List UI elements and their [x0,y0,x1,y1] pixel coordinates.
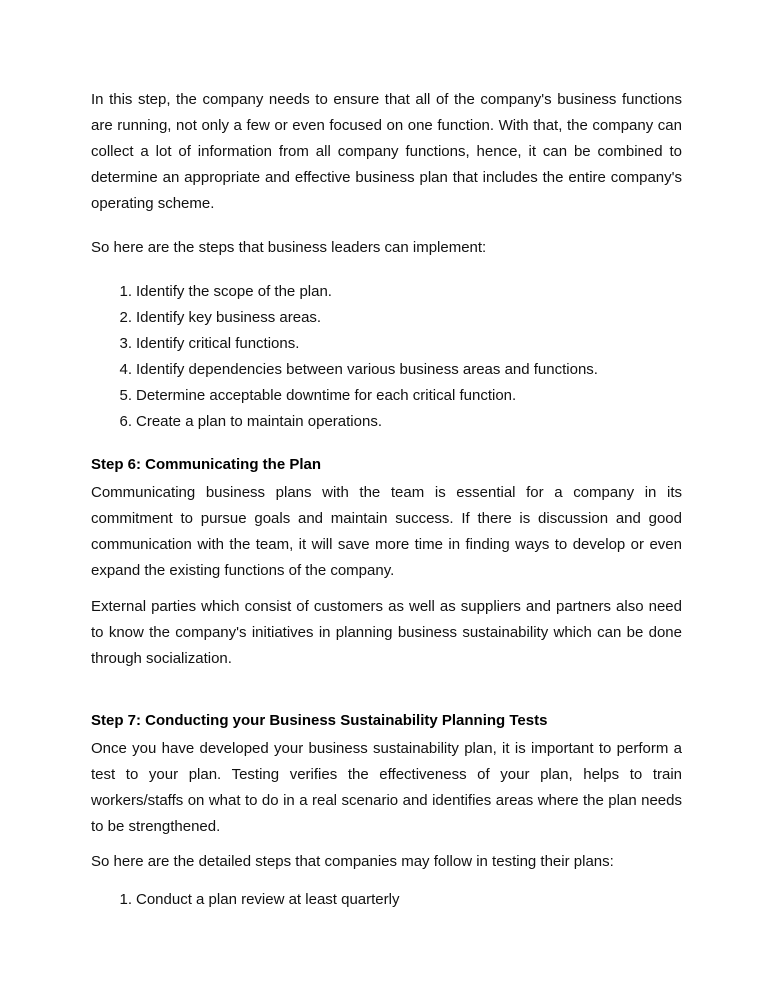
list-item: 1. Conduct a plan review at least quarterly [119,891,400,908]
intro-paragraph: In this step, the company needs to ensure that all of the company's business functions are running, not only a few or even focused on one function. With that, the company can collect a lot of information from all company functions, hence, it can be combined to determine an appropriate and effective business plan that includes the entire company's operating scheme. [91,91,682,212]
list-item: 6. Create a plan to maintain operations. [119,413,382,430]
step7-paragraph-1: Once you have developed your business sustainability plan, it is important to perform a test to your plan. Testing verifies the effectiveness of your plan, helps to train workers/staffs on what to do in a real scenario and identifies areas where the plan needs to be strengthened. [91,740,682,835]
step7-heading: Step 7: Conducting your Business Sustainability Planning Tests [91,712,548,729]
list-item: 1. Identify the scope of the plan. [119,283,332,300]
business-steps-list [91,279,682,435]
list-item: 4. Identify dependencies between various business areas and functions. [119,361,598,378]
step6-paragraph-2: External parties which consist of customers as well as suppliers and partners also need to know the company's initiatives in planning business sustainability which can be done through socialization. [91,598,682,667]
list-item: 5. Determine acceptable downtime for each critical function. [119,387,517,404]
steps-lead-text: So here are the steps that business leaders can implement: [91,239,487,256]
step7-lead-text: So here are the detailed steps that companies may follow in testing their plans: [91,853,614,870]
list-item: 2. Identify key business areas. [119,309,322,326]
testing-steps-list [91,887,682,913]
list-item: 3. Identify critical functions. [119,335,300,352]
step6-paragraph-1: Communicating business plans with the team is essential for a company in its commitment to pursue goals and maintain success. If there is discussion and good communication with the team, it will save more time in finding ways to develop or even expand the existing functions of the company. [91,484,682,579]
step6-heading: Step 6: Communicating the Plan [91,456,322,473]
